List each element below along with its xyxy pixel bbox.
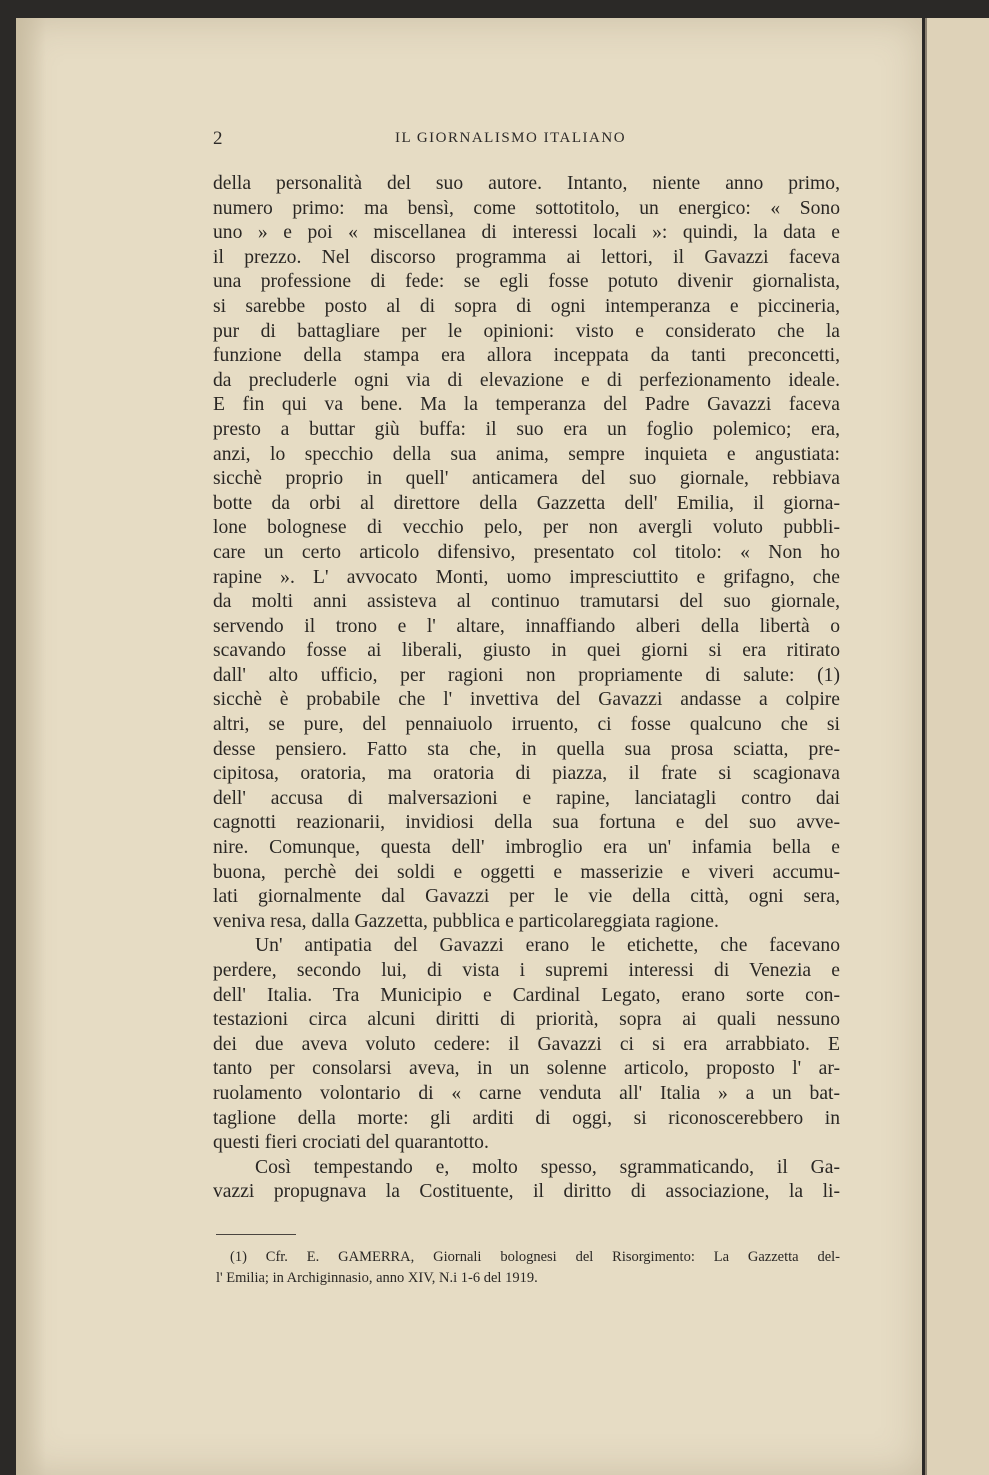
text-line: cagnotti reazionarii, invidiosi della sua fortuna e del suo avve-	[213, 812, 840, 834]
text-line: tanto per consolarsi aveva, in un solenne articolo, proposto l' ar-	[213, 1058, 840, 1080]
text-line: pur di battagliare per le opinioni: visto e considerato che la	[213, 320, 840, 342]
text-line: dei due aveva voluto cedere: il Gavazzi ci si era arrabbiato. E	[213, 1033, 840, 1055]
text-line: botte da orbi al direttore della Gazzetta dell' Emilia, il giorna-	[213, 492, 840, 514]
text-line: dell' Italia. Tra Municipio e Cardinal Legato, erano sorte con-	[213, 984, 840, 1006]
text-line: care un certo articolo difensivo, presentato col titolo: « Non ho	[213, 541, 840, 563]
text-line: dell' accusa di malversazioni e rapine, lanciatagli contro dai	[213, 787, 840, 809]
text-line: vazzi propugnava la Costituente, il diritto di associazione, la li-	[213, 1181, 840, 1203]
text-line: servendo il trono e l' altare, innaffiando alberi della libertà o	[213, 615, 840, 637]
text-line: nire. Comunque, questa dell' imbroglio era un' infamia bella e	[213, 837, 840, 859]
text-line: uno » e poi « miscellanea di interessi locali »: quindi, la data e	[213, 222, 840, 244]
text-line: Un' antipatia del Gavazzi erano le etichette, che facevano	[255, 935, 840, 957]
page-binding-shadow	[16, 18, 46, 1475]
text-line: Così tempestando e, molto spesso, sgrammaticando, il Ga-	[255, 1156, 840, 1178]
text-line: sicchè è probabile che l' invettiva del Gavazzi andasse a colpire	[213, 689, 840, 711]
page-header	[213, 128, 840, 152]
text-line: E fin qui va bene. Ma la temperanza del Padre Gavazzi faceva	[213, 394, 840, 416]
footnote-line: (1) Cfr. E. GAMERRA, Giornali bolognesi del Risorgimento: La Gazzetta del-	[230, 1249, 840, 1265]
body-text	[213, 172, 840, 1205]
text-line: il prezzo. Nel discorso programma ai lettori, il Gavazzi faceva	[213, 246, 840, 268]
facing-page-edge	[925, 18, 989, 1475]
text-line: cipitosa, oratoria, ma oratoria di piazza, il frate si scagionava	[213, 763, 840, 785]
footnote-rule	[216, 1234, 296, 1235]
text-line: buona, perchè dei soldi e oggetti e masserizie e viveri accumu-	[213, 861, 840, 883]
text-line: sicchè proprio in quell' anticamera del suo giornale, rebbiava	[213, 468, 840, 490]
text-line: altri, se pure, del pennaiuolo irruento, ci fosse qualcuno che si	[213, 714, 840, 736]
text-line: della personalità del suo autore. Intanto, niente anno primo,	[213, 173, 840, 194]
text-line: veniva resa, dalla Gazzetta, pubblica e particolareggiata ragione.	[213, 910, 719, 932]
text-line: questi fieri crociati del quarantotto.	[213, 1132, 489, 1154]
running-title: IL GIORNALISMO ITALIANO	[395, 130, 627, 146]
text-line: da molti anni assisteva al continuo tramutarsi del suo giornale,	[213, 591, 840, 613]
text-line: scavando fosse ai liberali, giusto in quei giorni si era ritirato	[213, 640, 840, 662]
text-line: ruolamento volontario di « carne venduta all' Italia » a un bat-	[213, 1082, 840, 1104]
text-line: lati giornalmente dal Gavazzi per le vie della città, ogni sera,	[213, 886, 840, 908]
text-line: taglione della morte: gli arditi di oggi, si riconoscerebbero in	[213, 1107, 840, 1129]
text-line: da precluderle ogni via di elevazione e di perfezionamento ideale.	[213, 369, 840, 391]
footnote	[216, 1247, 840, 1289]
text-line: numero primo: ma bensì, come sottotitolo, un energico: « Sono	[213, 197, 840, 219]
text-line: lone bolognese di vecchio pelo, per non avergli voluto pubbli-	[213, 517, 840, 539]
text-line: si sarebbe posto al di sopra di ogni intemperanza e piccineria,	[213, 295, 840, 317]
page-number: 2	[213, 128, 223, 149]
footnote-line: l' Emilia; in Archiginnasio, anno XIV, N.i 1-6 del 1919.	[216, 1270, 538, 1286]
text-line: rapine ». L' avvocato Monti, uomo impresciuttito e grifagno, che	[213, 566, 840, 588]
text-line: dall' alto ufficio, per ragioni non propriamente di salute: (1)	[213, 664, 840, 686]
text-line: funzione della stampa era allora inceppata da tanti preconcetti,	[213, 345, 840, 367]
text-line: presto a buttar giù buffa: il suo era un foglio polemico; era,	[213, 418, 840, 440]
text-line: perdere, secondo lui, di vista i supremi interessi di Venezia e	[213, 960, 840, 981]
text-line: testazioni circa alcuni diritti di priorità, sopra ai quali nessuno	[213, 1009, 840, 1031]
text-line: anzi, lo specchio della sua anima, sempre inquieta e angustiata:	[213, 443, 840, 465]
text-line: una professione di fede: se egli fosse potuto divenir giornalista,	[213, 271, 840, 293]
text-line: desse pensiero. Fatto sta che, in quella sua prosa sciatta, pre-	[213, 738, 840, 760]
